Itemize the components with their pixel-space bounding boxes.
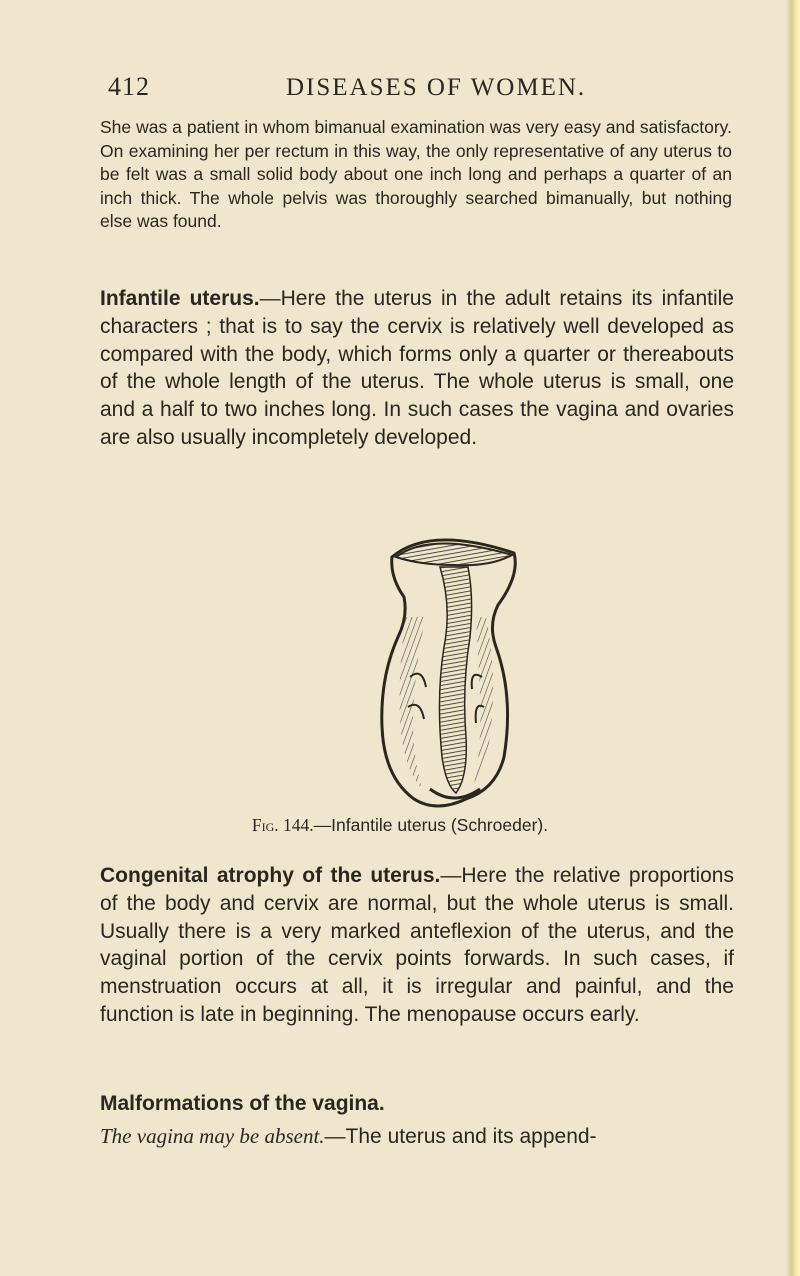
vagina-absent-text: —The uterus and its append- (324, 1125, 597, 1148)
malformations-heading: Malformations of the vagina. (100, 1092, 385, 1115)
page-edge (786, 0, 800, 1276)
vagina-absent-lead: The vagina may be absent. (100, 1124, 325, 1148)
congenital-atrophy-heading: Congenital atrophy of the uterus. (100, 864, 441, 887)
vagina-absent-paragraph (100, 1123, 734, 1151)
page-number: 412 (108, 72, 150, 101)
figure-label: Fig. 144. (251, 815, 314, 835)
figure-caption (0, 815, 800, 836)
running-head: DISEASES OF WOMEN. (286, 74, 587, 101)
page-header (108, 72, 708, 112)
figure-caption-text: —Infantile uterus (Schroeder). (313, 815, 549, 835)
infantile-uterus-figure (370, 527, 536, 815)
infantile-uterus-heading: Infantile uterus. (100, 287, 260, 310)
infantile-uterus-paragraph (100, 285, 734, 452)
congenital-atrophy-text: —Here the relative proportions of the body and cervix are normal, but the whole uterus is small. Usually there is a very marked anteflexion of the uterus, and the vaginal portion of the cervix points forwards. In such cases, if menstruation occurs at all, it is irregular and painful, and the function is late in beginning. The menopause occurs early. (100, 864, 734, 1026)
congenital-atrophy-paragraph (100, 862, 734, 1029)
intro-paragraph: She was a patient in whom bimanual examination was very easy and satisfactory. On examining her per rectum in this way, the only representative of any uterus to be felt was a small solid body about one inch long and perhaps a quarter of an inch thick. The whole pelvis was thoroughly searched bimanually, but nothing else was found. (100, 117, 732, 232)
infantile-uterus-text: —Here the uterus in the adult retains its infantile characters ; that is to say the cervix is relatively well developed as compared with the body, which forms only a quarter or thereabouts of the whole length of the uterus. The whole uterus is small, one and a half to two inches long. In such cases the vagina and ovaries are also usually incompletely developed. (100, 287, 734, 449)
